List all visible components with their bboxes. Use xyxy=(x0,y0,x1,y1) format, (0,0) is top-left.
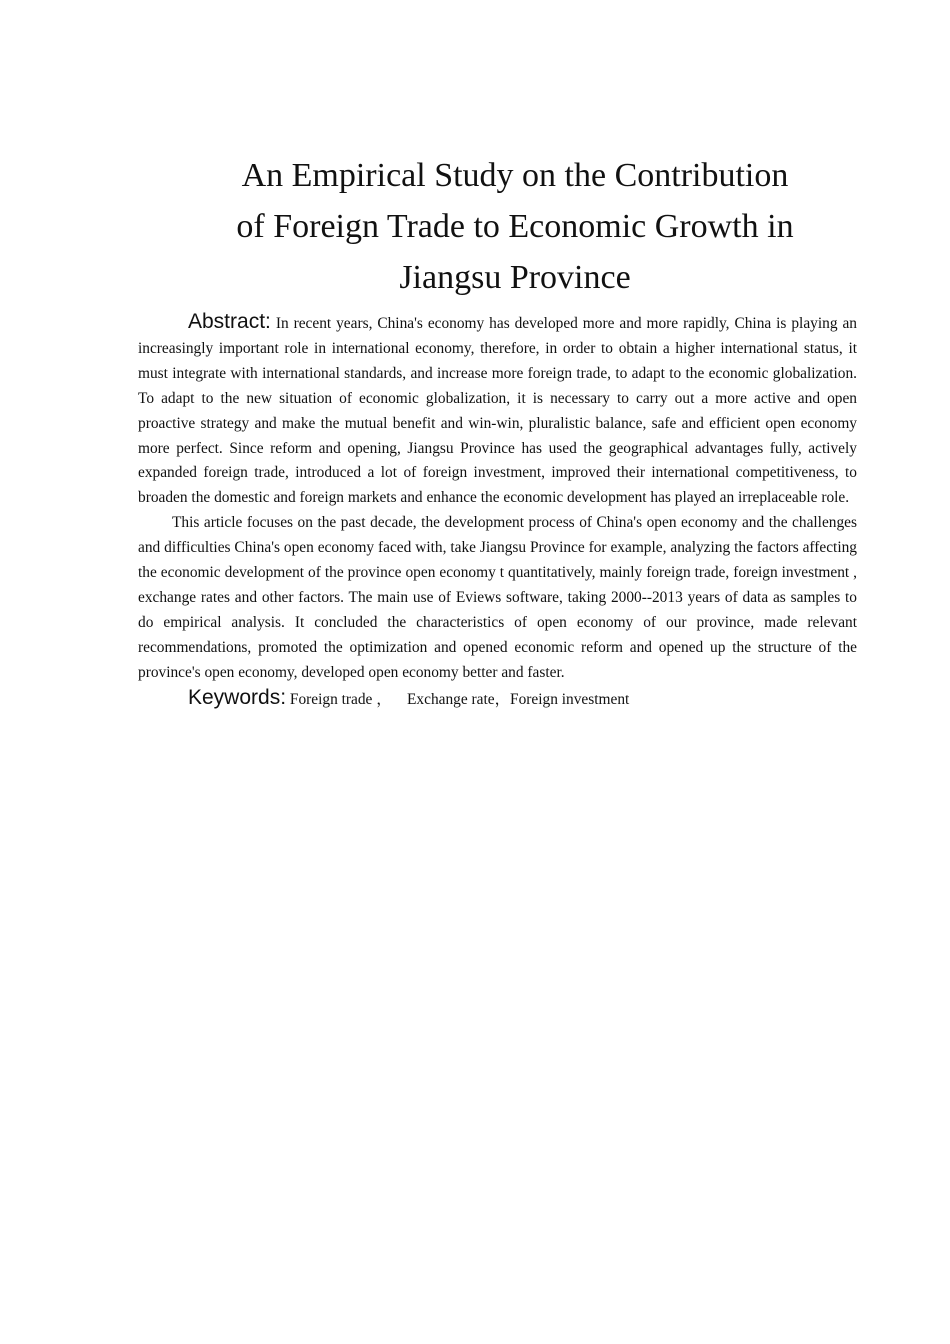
keyword-item: Foreign trade xyxy=(289,690,373,708)
abstract-section xyxy=(138,310,857,713)
keyword-item: Foreign investment xyxy=(510,690,630,708)
keyword-separator: ， xyxy=(494,690,511,708)
keywords-label: Keywords: xyxy=(188,685,287,709)
abstract-label: Abstract: xyxy=(188,310,271,333)
keyword-separator: ， xyxy=(372,690,408,708)
keywords-line xyxy=(138,686,857,713)
abstract-text-2: This article focuses on the past decade, the development process of China's open economy and the challenges and difficulties China's open economy faced with, take Jiangsu Province for example, analyzing the factors affecting the economic development of the province open economy t quantitatively, mainly foreign trade, foreign investment , exchange rates and other factors. The main use of Eviews software, taking 2000--2013 years of data as samples to do empirical analysis. It concluded the characteristics of open economy of our province, made relevant recommendations, promoted the optimization and opened economic reform and opened up the structure of the province's open economy, developed open economy better and faster. xyxy=(138,514,857,681)
paper-title xyxy=(190,150,840,303)
title-line-1: An Empirical Study on the Contribution xyxy=(241,157,789,194)
abstract-paragraph-1 xyxy=(138,310,857,511)
title-line-3: Jiangsu Province xyxy=(399,259,631,296)
keyword-item: Exchange rate xyxy=(407,690,495,708)
abstract-text-1: In recent years, China's economy has developed more and more rapidly, China is playing an increasingly important role in international economy, therefore, in order to obtain a higher international status, it must integrate with international standards, and increase more foreign trade, to adapt to the economic globalization. To adapt to the new situation of economic globalization, it is necessary to carry out a more active and open proactive strategy and make the mutual benefit and win-win, pluralistic balance, safe and efficient open economy more perfect. Since reform and opening, Jiangsu Province has used the geographical advantages fully, actively expanded foreign trade, introduced a lot of foreign investment, improved their international competitiveness, to broaden the domestic and foreign markets and enhance the economic development has played an irreplaceable role. xyxy=(138,315,857,507)
abstract-paragraph-2 xyxy=(138,511,857,685)
title-line-2: of Foreign Trade to Economic Growth in xyxy=(236,208,794,245)
